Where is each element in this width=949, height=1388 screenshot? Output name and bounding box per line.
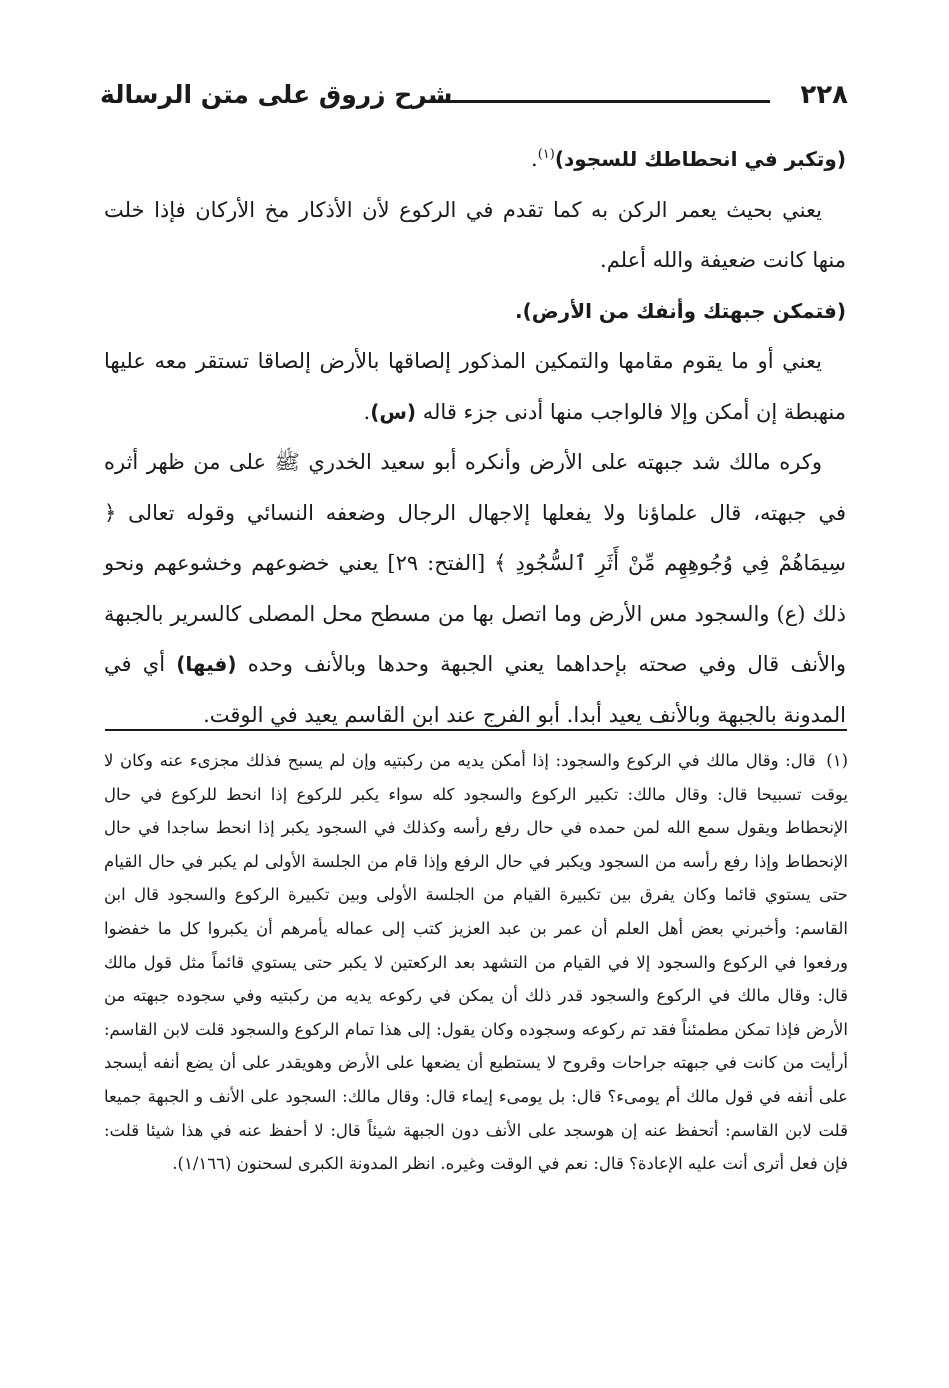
paragraph-2-text: يعني أو ما يقوم مقامها والتمكين المذكور إلصاقها بالأرض إلصاقا تستقر معه عليها منهبطة إن أمكن وإلا فالواجب منها أدنى جزء قاله [104, 349, 846, 424]
page-header [100, 74, 848, 122]
source-symbol-fiha: (فيها) [176, 652, 237, 676]
heading-takbir [104, 134, 846, 185]
footnote-separator [105, 729, 847, 731]
book-title: شرح زروق على متن الرسالة [100, 80, 453, 109]
page-number: ٢٢٨ [800, 80, 848, 110]
paragraph-3-text-c: أي في المدونة بالجبهة وبالأنف يعيد أبدا. أبو الفرج عند ابن القاسم يعيد في الوقت. [104, 652, 846, 727]
heading-takbir-text: (وتكبر في انحطاطك للسجود) [554, 147, 846, 171]
footnote-paragraph [104, 744, 848, 1181]
paragraph-3 [104, 437, 846, 740]
paragraph-1: يعني بحيث يعمر الركن به كما تقدم في الركوع لأن الأذكار مخ الأركان فإذا خلت منها كانت ضعيفة والله أعلم. [104, 197, 846, 272]
footnote-marker: (١) [826, 751, 848, 770]
paragraph-2 [104, 336, 846, 437]
header-rule [420, 100, 770, 103]
footnote-ref: (١) [537, 147, 555, 162]
source-symbol-sin: (س) [370, 399, 417, 424]
heading-tamakkun [104, 286, 846, 337]
paragraph-3-text-a: وكره مالك شد جبهته على الأرض وأنكره أبو سعيد الخدري ﷺ على من ظهر أثره في جبهته، قال علماؤنا ولا يفعلها إلاجهال الرجال وضعفه النسائي وقوله تعالى ﴿ سِيمَاهُمْ فِي وُجُوهِهِم مِّنْ أَثَرِ ٱلسُّجُودِ ﴾ [الفتح: ٢٩] يعني خضوعهم وخشوعهم ونحو ذلك [104, 450, 846, 626]
source-symbol-ain: (ع) [776, 601, 806, 626]
footnote [104, 744, 848, 1181]
heading-takbir-end: . [531, 147, 538, 171]
paragraph-3-text-b: والسجود مس الأرض وما اتصل بها من مسطح محل المصلى كالسرير بالجبهة والأنف قال وفي صحته بإحداهما يعني الجبهة وحدها وبالأنف وحده [104, 601, 846, 676]
main-text [104, 134, 846, 740]
paragraph-2-end: . [363, 399, 371, 424]
heading-tamakkun-text: (فتمكن جبهتك وأنفك من الأرض). [515, 298, 846, 323]
footnote-text: قال: وقال مالك في الركوع والسجود: إذا أمكن يديه من ركبتيه وإن لم يسبح فذلك مجزىء عنه وكان لا يوقت تسبيحا قال: وقال مالك: تكبير الركوع والسجود كله سواء يكبر للركوع إذا انحط للركوع في حال الإنحطاط ويقول سمع الله لمن حمده في حال رفع رأسه وكذلك في السجود يكبر إذا انحط ساجدا في حال الإنحطاط وإذا رفع رأسه من السجود ويكبر في حال الرفع وإذا قام من الجلسة الأولى لم يكبر في حال القيام حتى يستوي قائما وكان يفرق بين تكبيرة القيام من الجلسة الأولى وبين تكبيرة الركوع والسجود قال ابن القاسم: وأخبرني بعض أهل العلم أن عمر بن عبد العزيز كتب إلى عماله يأمرهم أن يكبروا كل ما خفضوا ورفعوا في الركوع والسجود إلا في القيام من التشهد بعد الركعتين لا يكبر حتى يستوي قائماً مثل قول مالك قال: وقال مالك في الركوع والسجود قدر ذلك أن يمكن في ركوعه يديه من ركبتيه وفي سجوده جبهته من الأرض فإذا تمكن مطمئناً فقد تم ركوعه وسجوده وكان يقول: إلى هذا تمام الركوع والسجود قلت لابن القاسم: أرأيت من كانت في جبهته جراحات وقروح لا يستطيع أن يضعها على الأرض وهويقدر على أن يضع أنفه أيسجد على أنفه في قول مالك أم يومىء؟ قال: بل يومىء إيماء قال: وقال مالك: السجود على الأنف و الجبهة جميعا قلت لابن القاسم: أتحفظ عنه إن هوسجد على الأنف دون الجبهة شيئاً قال: لا أحفظ عنه في هذا شيئا قلت: فإن فعل أترى أنت عليه الإعادة؟ قال: نعم في الوقت وغيره. انظر المدونة الكبرى لسحنون (١/١٦٦). [104, 751, 848, 1174]
